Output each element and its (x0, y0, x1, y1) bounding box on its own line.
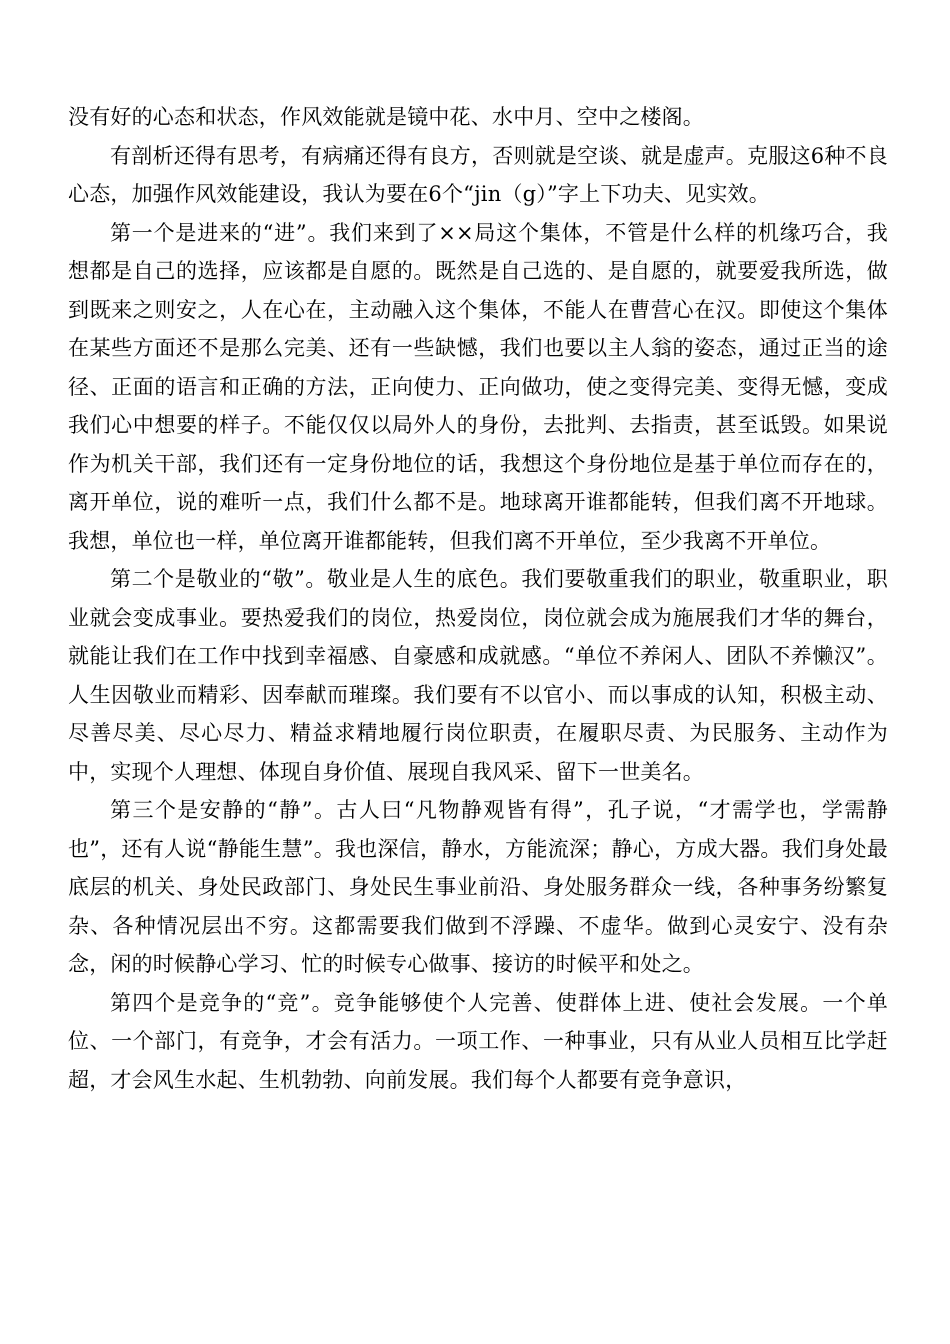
paragraph-2: 有剖析还得有思考，有病痛还得有良方，否则就是空谈、就是虚声。克服这6种不良心态，加强作风效能建设，我认为要在6个“jin（g）”字上下功夫、见实效。 (68, 143, 888, 206)
paragraph-3: 第一个是进来的“进”。我们来到了××局这个集体，不管是什么样的机缘巧合，我想都是自己的选择，应该都是自愿的。既然是自己选的、是自愿的，就要爱我所选，做到既来之则安之，人在心在，主动融入这个集体，不能人在曹营心在汉。即使这个集体在某些方面还不是那么完美、还有一些缺憾，我们也要以主人翁的姿态，通过正当的途径、正面的语言和正确的方法，正向使力、正向做功，使之变得完美、变得无憾，变成我们心中想要的样子。不能仅仅以局外人的身份，去批判、去指责，甚至诋毁。如果说作为机关干部，我们还有一定身份地位的话，我想这个身份地位是基于单位而存在的，离开单位，说的难听一点，我们什么都不是。地球离开谁都能转，但我们离不开地球。我想，单位也一样，单位离开谁都能转，但我们离不开单位，至少我离不开单位。 (68, 220, 888, 553)
paragraph-6: 第四个是竞争的“竞”。竞争能够使个人完善、使群体上进、使社会发展。一个单位、一个部门，有竞争，才会有活力。一项工作、一种事业，只有从业人员相互比学赶超，才会风生水起、生机勃勃、向前发展。我们每个人都要有竞争意识， (68, 990, 888, 1092)
document-body (68, 98, 888, 1099)
paragraph-1: 没有好的心态和状态，作风效能就是镜中花、水中月、空中之楼阁。 (68, 105, 704, 129)
paragraph-5: 第三个是安静的“静”。古人曰“凡物静观皆有得”，孔子说，“才需学也，学需静也”，还有人说“静能生慧”。我也深信，静水，方能流深；静心，方成大器。我们身处最底层的机关、身处民政部门、身处民生事业前沿、身处服务群众一线，各种事务纷繁复杂、各种情况层出不穷。这都需要我们做到不浮躁、不虚华。做到心灵安宁、没有杂念，闲的时候静心学习、忙的时候专心做事、接访的时候平和处之。 (68, 798, 888, 976)
paragraph-4: 第二个是敬业的“敬”。敬业是人生的底色。我们要敬重我们的职业，敬重职业，职业就会变成事业。要热爱我们的岗位，热爱岗位，岗位就会成为施展我们才华的舞台，就能让我们在工作中找到幸福感、自豪感和成就感。“单位不养闲人、团队不养懒汉”。人生因敬业而精彩、因奉献而璀璨。我们要有不以官小、而以事成的认知，积极主动、尽善尽美、尽心尽力、精益求精地履行岗位职责，在履职尽责、为民服务、主动作为中，实现个人理想、体现自身价值、展现自我风采、留下一世美名。 (68, 567, 888, 784)
